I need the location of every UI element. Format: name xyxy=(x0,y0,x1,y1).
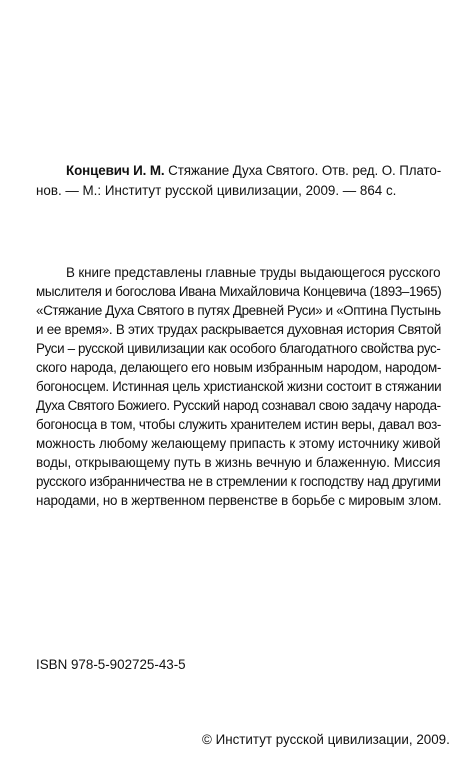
annotation-line: «Стяжание Духа Святого в путях Древней Руси» и «Оптина Пустынь xyxy=(36,303,441,318)
title-and-editor: Стяжание Духа Святого. Отв. ред. О. Плато- xyxy=(164,163,442,178)
author-name: Концевич И. М. xyxy=(66,163,165,178)
annotation-line: Руси – русской цивилизации как особого благодатного свойства рус- xyxy=(36,341,441,356)
isbn-number: ISBN 978-5-902725-43-5 xyxy=(36,657,186,672)
annotation-line: можность любому желающему припасть к этому источнику живой xyxy=(36,436,441,451)
annotation-line: богоносцем. Истинная цель христианской жизни состоит в стяжании xyxy=(36,379,442,394)
annotation-line: народами, но в жертвенном первенстве в борьбе с мировым злом. xyxy=(36,493,442,508)
copyright-notice: © Институт русской цивилизации, 2009. xyxy=(202,732,450,747)
annotation-line: богоносца в том, чтобы служить хранителем истин веры, давал воз- xyxy=(36,417,442,432)
annotation-line: и ее время». В этих трудах раскрывается духовная история Святой xyxy=(36,322,442,337)
annotation-line: мыслителя и богослова Ивана Михайловича Концевича (1893–1965) xyxy=(36,284,442,299)
annotation-line: воды, открывающему путь в жизнь вечную и блаженную. Миссия xyxy=(36,455,441,470)
annotation-line: Духа Святого Божиего. Русский народ сознавал свою задачу народа- xyxy=(36,398,441,413)
annotation-line: В книге представлены главные труды выдающегося русского xyxy=(66,265,441,280)
annotation-line: русского избранничества не в стремлении к господству над другими xyxy=(36,474,441,489)
annotation-line: ского народа, делающего его новым избранным народом, народом- xyxy=(36,360,442,375)
bibliographic-line-2: нов. — М.: Институт русской цивилизации, 2009. — 864 с. xyxy=(36,183,397,198)
